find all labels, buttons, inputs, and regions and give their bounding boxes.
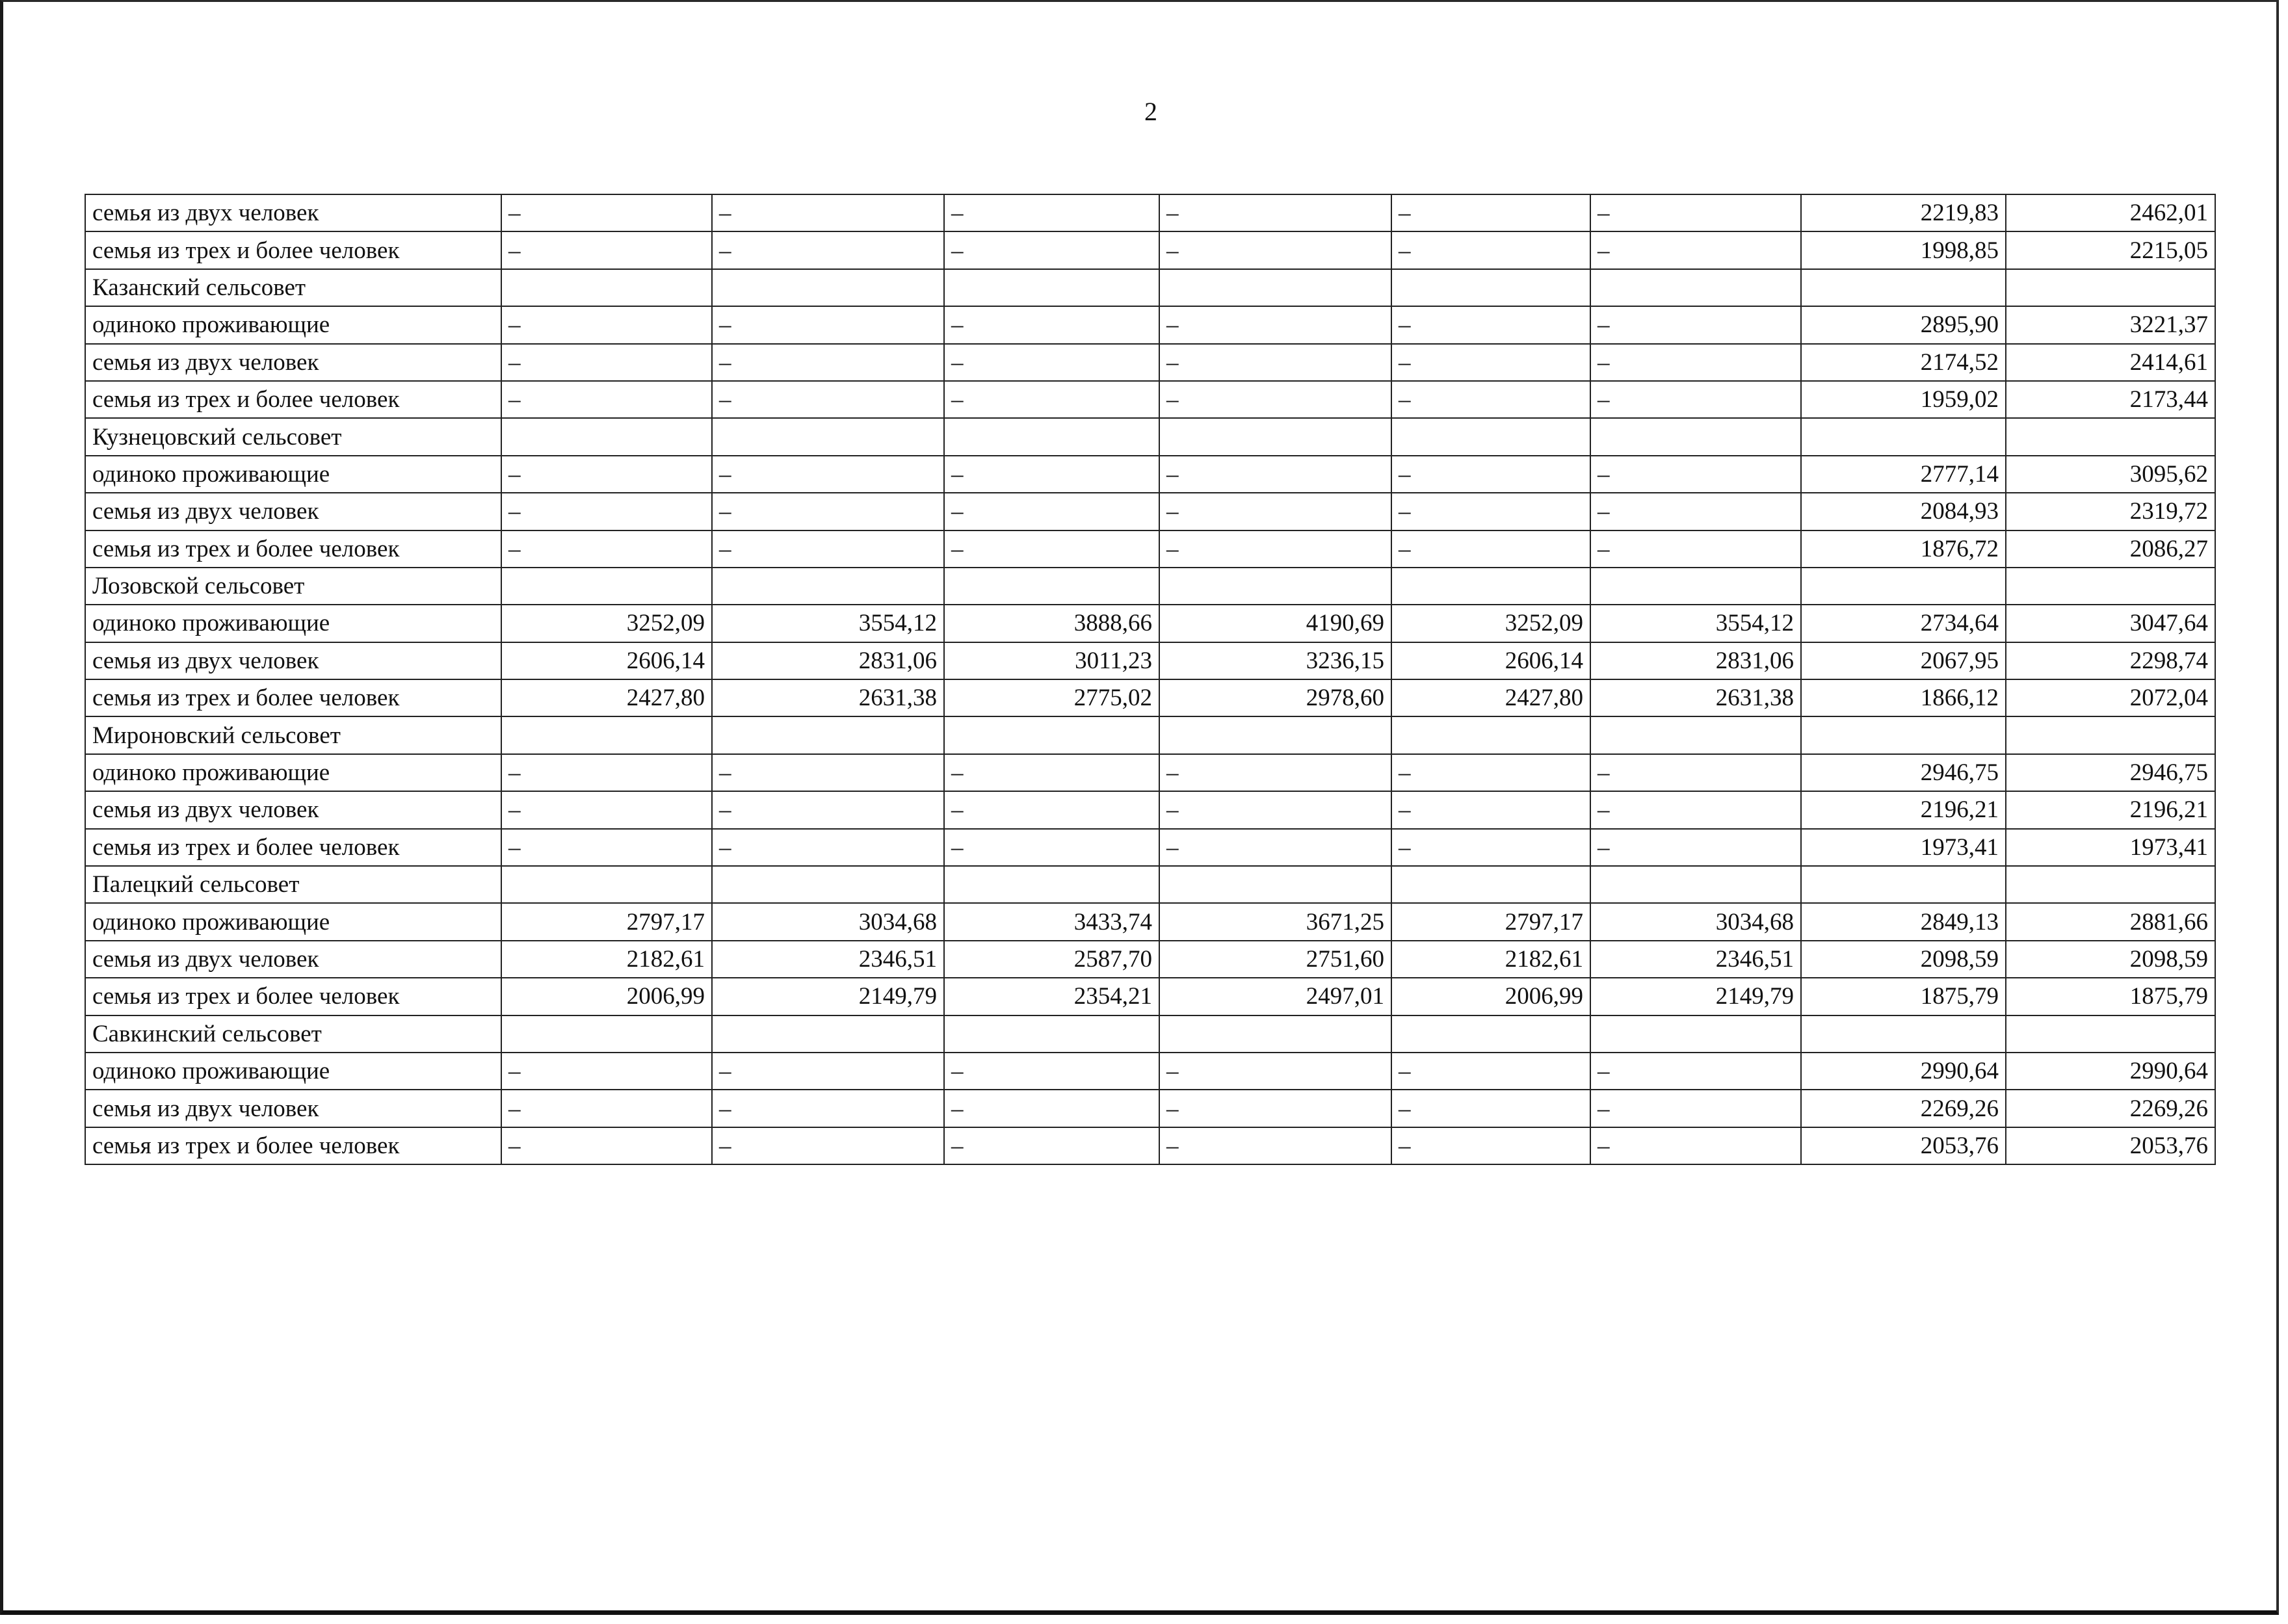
table-row <box>85 456 2215 493</box>
table-row <box>85 605 2215 642</box>
table-row <box>85 978 2215 1015</box>
row-label: Лозовской сельсовет <box>85 568 501 605</box>
table-cell: – <box>1391 381 1590 418</box>
table-cell: 1959,02 <box>1801 381 2006 418</box>
table-cell <box>501 568 712 605</box>
table-row <box>85 642 2215 679</box>
table-cell: – <box>1391 194 1590 231</box>
table-cell: – <box>1391 791 1590 828</box>
table-cell <box>1801 418 2006 455</box>
table-cell: – <box>1590 530 1801 568</box>
table-cell: – <box>1159 791 1391 828</box>
table-cell <box>501 418 712 455</box>
table-cell: – <box>1391 530 1590 568</box>
table-cell: 2215,05 <box>2006 231 2215 268</box>
table-cell: – <box>712 493 944 530</box>
table-cell <box>944 418 1159 455</box>
table-cell: – <box>712 306 944 343</box>
row-label: Савкинский сельсовет <box>85 1015 501 1053</box>
table-row <box>85 754 2215 791</box>
table-row <box>85 791 2215 828</box>
table-cell: 2631,38 <box>1590 679 1801 716</box>
table-cell: – <box>712 381 944 418</box>
table-cell <box>1159 1015 1391 1053</box>
table-cell: 2006,99 <box>501 978 712 1015</box>
table-cell: 2346,51 <box>712 941 944 978</box>
table-cell: – <box>712 194 944 231</box>
table-cell: 2631,38 <box>712 679 944 716</box>
row-label: одиноко проживающие <box>85 754 501 791</box>
table-cell: – <box>1159 344 1391 381</box>
table-cell: – <box>1391 754 1590 791</box>
table-cell: – <box>501 456 712 493</box>
row-label: семья из двух человек <box>85 642 501 679</box>
table-cell: – <box>501 1053 712 1090</box>
table-row <box>85 381 2215 418</box>
table-row <box>85 269 2215 306</box>
table-cell <box>1590 418 1801 455</box>
table-cell <box>1391 1015 1590 1053</box>
row-label: одиноко проживающие <box>85 903 501 940</box>
table-cell: 2606,14 <box>1391 642 1590 679</box>
row-label: семья из трех и более человек <box>85 530 501 568</box>
table-cell: 2269,26 <box>2006 1090 2215 1127</box>
table-cell: 2751,60 <box>1159 941 1391 978</box>
table-cell: – <box>1391 1127 1590 1164</box>
table-row <box>85 1090 2215 1127</box>
table-row <box>85 829 2215 866</box>
table-cell: – <box>1590 1127 1801 1164</box>
table-cell: 1866,12 <box>1801 679 2006 716</box>
table-cell: – <box>1159 1090 1391 1127</box>
table-cell <box>501 1015 712 1053</box>
row-label: семья из двух человек <box>85 194 501 231</box>
table-cell: – <box>944 456 1159 493</box>
table-cell: 2149,79 <box>712 978 944 1015</box>
table-cell: – <box>1590 194 1801 231</box>
table-cell <box>1801 568 2006 605</box>
table-cell: 2173,44 <box>2006 381 2215 418</box>
table-cell: – <box>712 1090 944 1127</box>
table-cell: 3221,37 <box>2006 306 2215 343</box>
table-cell: – <box>1159 754 1391 791</box>
table-cell: – <box>944 829 1159 866</box>
table-cell: 3252,09 <box>1391 605 1590 642</box>
table-cell: 2067,95 <box>1801 642 2006 679</box>
table-cell: 2182,61 <box>501 941 712 978</box>
row-label: одиноко проживающие <box>85 456 501 493</box>
table-cell: 2182,61 <box>1391 941 1590 978</box>
table-row <box>85 493 2215 530</box>
table-cell: – <box>944 1090 1159 1127</box>
table-cell <box>944 269 1159 306</box>
table-cell: 2587,70 <box>944 941 1159 978</box>
table-cell: – <box>1159 306 1391 343</box>
table-cell: – <box>1590 344 1801 381</box>
table-cell: – <box>944 306 1159 343</box>
table-cell <box>712 568 944 605</box>
table-cell <box>501 269 712 306</box>
table-cell <box>2006 418 2215 455</box>
table-cell: 2946,75 <box>2006 754 2215 791</box>
table-cell: – <box>1391 231 1590 268</box>
table-cell <box>501 716 712 753</box>
table-cell: 2414,61 <box>2006 344 2215 381</box>
table-cell: – <box>501 1090 712 1127</box>
table-cell: 2946,75 <box>1801 754 2006 791</box>
table-row <box>85 194 2215 231</box>
table-cell: 3034,68 <box>1590 903 1801 940</box>
row-label: семья из двух человек <box>85 344 501 381</box>
table-cell: 2319,72 <box>2006 493 2215 530</box>
table-cell: 3047,64 <box>2006 605 2215 642</box>
table-cell: 2831,06 <box>712 642 944 679</box>
table-cell: – <box>944 791 1159 828</box>
table-cell <box>944 716 1159 753</box>
row-label: семья из двух человек <box>85 941 501 978</box>
table-body <box>85 194 2215 1164</box>
table-cell: 2354,21 <box>944 978 1159 1015</box>
table-cell: – <box>1590 791 1801 828</box>
table-cell <box>712 1015 944 1053</box>
table-row <box>85 418 2215 455</box>
table-row <box>85 568 2215 605</box>
table-row <box>85 866 2215 903</box>
table-cell: – <box>1159 1127 1391 1164</box>
table-cell: – <box>1590 754 1801 791</box>
table-cell: 1973,41 <box>2006 829 2215 866</box>
table-cell: 2777,14 <box>1801 456 2006 493</box>
row-label: Кузнецовский сельсовет <box>85 418 501 455</box>
table-cell <box>501 866 712 903</box>
table-cell: – <box>501 381 712 418</box>
table-cell <box>1801 1015 2006 1053</box>
table-cell: – <box>712 530 944 568</box>
table-cell: 2219,83 <box>1801 194 2006 231</box>
page-number: 2 <box>1144 97 1157 126</box>
table-cell: – <box>712 456 944 493</box>
table-cell: – <box>1159 1053 1391 1090</box>
table-cell: – <box>712 344 944 381</box>
table-cell: 2462,01 <box>2006 194 2215 231</box>
table-cell: 2269,26 <box>1801 1090 2006 1127</box>
table-cell: 1875,79 <box>2006 978 2215 1015</box>
table-cell: – <box>944 344 1159 381</box>
table-cell: 2797,17 <box>1391 903 1590 940</box>
table-cell: – <box>1391 1090 1590 1127</box>
table-cell <box>1391 568 1590 605</box>
row-label: Мироновский сельсовет <box>85 716 501 753</box>
table-cell: – <box>1590 306 1801 343</box>
table-cell <box>712 418 944 455</box>
table-cell: 2298,74 <box>2006 642 2215 679</box>
table-cell: – <box>1159 231 1391 268</box>
table-cell: 3252,09 <box>501 605 712 642</box>
table-cell <box>944 568 1159 605</box>
row-label: семья из трех и более человек <box>85 381 501 418</box>
table-cell: – <box>944 530 1159 568</box>
table-cell: – <box>1159 194 1391 231</box>
table-row <box>85 1015 2215 1053</box>
row-label: семья из двух человек <box>85 1090 501 1127</box>
table-cell: – <box>1391 493 1590 530</box>
table-cell: 3671,25 <box>1159 903 1391 940</box>
table-cell: – <box>712 1053 944 1090</box>
table-cell: 2196,21 <box>1801 791 2006 828</box>
table-cell: 2053,76 <box>1801 1127 2006 1164</box>
table-cell <box>1590 1015 1801 1053</box>
row-label: Казанский сельсовет <box>85 269 501 306</box>
table-cell: 2895,90 <box>1801 306 2006 343</box>
table-cell: 1875,79 <box>1801 978 2006 1015</box>
table-cell: – <box>1590 829 1801 866</box>
row-label: семья из двух человек <box>85 791 501 828</box>
table-cell: – <box>1159 829 1391 866</box>
table-cell: 3554,12 <box>712 605 944 642</box>
table-cell <box>944 1015 1159 1053</box>
table-cell: 2497,01 <box>1159 978 1391 1015</box>
table-row <box>85 231 2215 268</box>
table-cell: – <box>1159 456 1391 493</box>
table-cell <box>2006 716 2215 753</box>
table-cell: 2098,59 <box>2006 941 2215 978</box>
table-cell: – <box>944 1127 1159 1164</box>
row-label: одиноко проживающие <box>85 306 501 343</box>
table-cell: – <box>501 231 712 268</box>
table-cell <box>2006 866 2215 903</box>
table-cell: – <box>712 791 944 828</box>
table-cell: 1973,41 <box>1801 829 2006 866</box>
table-cell: 2427,80 <box>501 679 712 716</box>
table-cell: – <box>944 231 1159 268</box>
table-cell: 2346,51 <box>1590 941 1801 978</box>
table-cell <box>1159 269 1391 306</box>
table-cell <box>712 716 944 753</box>
table-cell: 3095,62 <box>2006 456 2215 493</box>
table-cell <box>2006 269 2215 306</box>
row-label: Палецкий сельсовет <box>85 866 501 903</box>
table-row <box>85 903 2215 940</box>
table-cell: – <box>1590 1090 1801 1127</box>
table-cell <box>1590 269 1801 306</box>
table-cell: 2072,04 <box>2006 679 2215 716</box>
table-cell: – <box>501 530 712 568</box>
table-row <box>85 716 2215 753</box>
table-cell: – <box>712 231 944 268</box>
table-row <box>85 941 2215 978</box>
table-cell: – <box>1391 344 1590 381</box>
row-label: одиноко проживающие <box>85 1053 501 1090</box>
table-cell: – <box>501 306 712 343</box>
row-label: одиноко проживающие <box>85 605 501 642</box>
table-cell: – <box>1391 456 1590 493</box>
table-cell: – <box>1590 381 1801 418</box>
table-row <box>85 1127 2215 1164</box>
table-cell: – <box>1159 493 1391 530</box>
table-cell: – <box>1391 1053 1590 1090</box>
table-cell: 3433,74 <box>944 903 1159 940</box>
table-row <box>85 344 2215 381</box>
table-cell: 1998,85 <box>1801 231 2006 268</box>
table-cell: 2990,64 <box>2006 1053 2215 1090</box>
table-cell: 3554,12 <box>1590 605 1801 642</box>
table-cell: 2084,93 <box>1801 493 2006 530</box>
table-cell: 2797,17 <box>501 903 712 940</box>
table-cell: 2978,60 <box>1159 679 1391 716</box>
table-cell: 1876,72 <box>1801 530 2006 568</box>
table-cell <box>944 866 1159 903</box>
table-cell: 2098,59 <box>1801 941 2006 978</box>
table-cell: – <box>712 829 944 866</box>
table-cell: – <box>944 754 1159 791</box>
table-row <box>85 679 2215 716</box>
table-cell: 2990,64 <box>1801 1053 2006 1090</box>
table-row <box>85 306 2215 343</box>
table-row <box>85 1053 2215 1090</box>
row-label: семья из двух человек <box>85 493 501 530</box>
table-row <box>85 530 2215 568</box>
table-cell <box>712 269 944 306</box>
table-cell <box>1801 716 2006 753</box>
table-cell: – <box>944 381 1159 418</box>
table-cell: 2086,27 <box>2006 530 2215 568</box>
table-cell: 2053,76 <box>2006 1127 2215 1164</box>
table-cell: – <box>501 493 712 530</box>
table-cell: – <box>1590 493 1801 530</box>
table-cell <box>1391 716 1590 753</box>
table-cell <box>2006 568 2215 605</box>
table-cell <box>1801 866 2006 903</box>
table-cell <box>1801 269 2006 306</box>
table-cell <box>1391 269 1590 306</box>
table-cell: 3236,15 <box>1159 642 1391 679</box>
row-label: семья из трех и более человек <box>85 1127 501 1164</box>
table-cell: 2775,02 <box>944 679 1159 716</box>
table-cell: – <box>1159 381 1391 418</box>
table-cell <box>2006 1015 2215 1053</box>
table-cell <box>1159 568 1391 605</box>
table-cell: 2606,14 <box>501 642 712 679</box>
table-cell: 3011,23 <box>944 642 1159 679</box>
table-cell: – <box>1159 530 1391 568</box>
table-cell: – <box>1391 829 1590 866</box>
table-cell: 3034,68 <box>712 903 944 940</box>
table-cell: – <box>944 1053 1159 1090</box>
table-cell: – <box>944 493 1159 530</box>
row-label: семья из трех и более человек <box>85 231 501 268</box>
table-cell: – <box>1590 1053 1801 1090</box>
table-cell: – <box>501 791 712 828</box>
table-cell: – <box>501 1127 712 1164</box>
table-cell: – <box>1590 456 1801 493</box>
table-cell: – <box>501 754 712 791</box>
table-cell: 2849,13 <box>1801 903 2006 940</box>
table-cell: – <box>501 344 712 381</box>
table-cell <box>1391 866 1590 903</box>
table-cell: – <box>1391 306 1590 343</box>
row-label: семья из трех и более человек <box>85 978 501 1015</box>
table-cell: 2427,80 <box>1391 679 1590 716</box>
table-cell: 2006,99 <box>1391 978 1590 1015</box>
row-label: семья из трех и более человек <box>85 679 501 716</box>
table-cell: – <box>501 829 712 866</box>
table-cell: 2881,66 <box>2006 903 2215 940</box>
table-cell <box>1159 866 1391 903</box>
table-cell: 2831,06 <box>1590 642 1801 679</box>
table-cell <box>1590 568 1801 605</box>
table-cell <box>712 866 944 903</box>
table-cell <box>1590 716 1801 753</box>
table-cell <box>1159 716 1391 753</box>
table-cell <box>1590 866 1801 903</box>
table-cell: – <box>1590 231 1801 268</box>
table-cell: – <box>712 754 944 791</box>
data-table <box>85 194 2216 1165</box>
table-cell <box>1159 418 1391 455</box>
table-cell: – <box>944 194 1159 231</box>
table-cell: 3888,66 <box>944 605 1159 642</box>
table-cell: – <box>501 194 712 231</box>
row-label: семья из трех и более человек <box>85 829 501 866</box>
table-cell <box>1391 418 1590 455</box>
table-cell: 2149,79 <box>1590 978 1801 1015</box>
table-cell: – <box>712 1127 944 1164</box>
table-cell: 2196,21 <box>2006 791 2215 828</box>
table-cell: 2174,52 <box>1801 344 2006 381</box>
table-cell: 2734,64 <box>1801 605 2006 642</box>
table-cell: 4190,69 <box>1159 605 1391 642</box>
